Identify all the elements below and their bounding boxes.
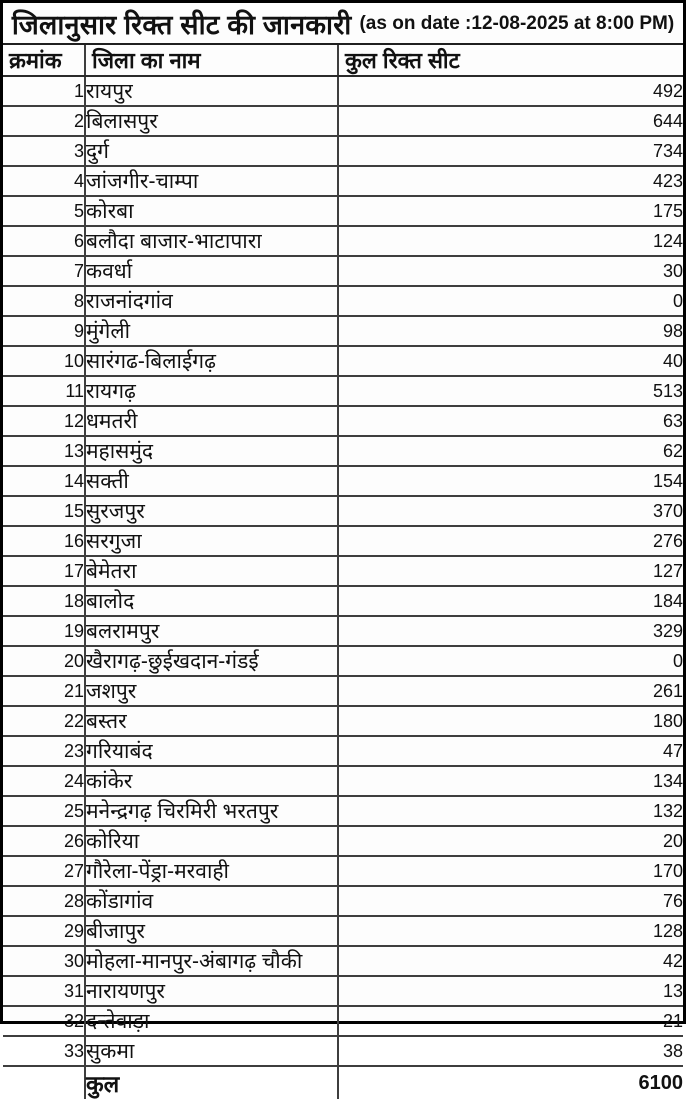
row-vacant-seats: 98 — [338, 316, 683, 346]
total-serial-empty — [3, 1066, 85, 1099]
row-serial: 9 — [3, 316, 85, 346]
table-row — [3, 256, 683, 286]
table-row — [3, 466, 683, 496]
row-serial: 22 — [3, 706, 85, 736]
row-district-name: बीजापुर — [85, 916, 338, 946]
table-row — [3, 166, 683, 196]
row-vacant-seats: 62 — [338, 436, 683, 466]
row-vacant-seats: 47 — [338, 736, 683, 766]
row-serial: 2 — [3, 106, 85, 136]
row-vacant-seats: 21 — [338, 1006, 683, 1036]
row-district-name: रायपुर — [85, 76, 338, 106]
row-district-name: खैरागढ़-छुईखदान-गंडई — [85, 646, 338, 676]
row-serial: 8 — [3, 286, 85, 316]
table-row — [3, 796, 683, 826]
header-row — [3, 45, 683, 76]
row-vacant-seats: 276 — [338, 526, 683, 556]
row-serial: 27 — [3, 856, 85, 886]
header-total-vacant-seats: कुल रिक्त सीट — [338, 45, 683, 76]
row-district-name: कवर्धा — [85, 256, 338, 286]
row-serial: 12 — [3, 406, 85, 436]
row-vacant-seats: 124 — [338, 226, 683, 256]
row-serial: 28 — [3, 886, 85, 916]
page-title — [3, 3, 683, 45]
row-vacant-seats: 38 — [338, 1036, 683, 1066]
row-serial: 29 — [3, 916, 85, 946]
row-serial: 1 — [3, 76, 85, 106]
row-vacant-seats: 423 — [338, 166, 683, 196]
table-row — [3, 586, 683, 616]
table-row — [3, 736, 683, 766]
table-row — [3, 856, 683, 886]
table-row — [3, 1036, 683, 1066]
row-vacant-seats: 40 — [338, 346, 683, 376]
row-vacant-seats: 128 — [338, 916, 683, 946]
table-row — [3, 346, 683, 376]
table-row — [3, 136, 683, 166]
table-row — [3, 1006, 683, 1036]
row-vacant-seats: 180 — [338, 706, 683, 736]
header-district-name: जिला का नाम — [85, 45, 338, 76]
row-serial: 16 — [3, 526, 85, 556]
row-vacant-seats: 329 — [338, 616, 683, 646]
row-district-name: रायगढ़ — [85, 376, 338, 406]
row-serial: 18 — [3, 586, 85, 616]
table-row — [3, 976, 683, 1006]
row-vacant-seats: 644 — [338, 106, 683, 136]
row-district-name: बलरामपुर — [85, 616, 338, 646]
row-vacant-seats: 734 — [338, 136, 683, 166]
row-serial: 23 — [3, 736, 85, 766]
table-row — [3, 406, 683, 436]
row-district-name: मुंगेली — [85, 316, 338, 346]
row-district-name: बिलासपुर — [85, 106, 338, 136]
row-serial: 15 — [3, 496, 85, 526]
table-row — [3, 916, 683, 946]
title-hindi: जिलानुसार रिक्त सीट की जानकारी — [11, 9, 352, 40]
row-district-name: जांजगीर-चाम्पा — [85, 166, 338, 196]
row-district-name: महासमुंद — [85, 436, 338, 466]
row-serial: 4 — [3, 166, 85, 196]
row-vacant-seats: 175 — [338, 196, 683, 226]
row-vacant-seats: 170 — [338, 856, 683, 886]
row-vacant-seats: 127 — [338, 556, 683, 586]
header-serial: क्रमांक — [3, 45, 85, 76]
row-district-name: बेमेतरा — [85, 556, 338, 586]
row-vacant-seats: 20 — [338, 826, 683, 856]
row-serial: 20 — [3, 646, 85, 676]
row-vacant-seats: 63 — [338, 406, 683, 436]
row-serial: 24 — [3, 766, 85, 796]
row-district-name: बलौदा बाजार-भाटापारा — [85, 226, 338, 256]
row-district-name: सुकमा — [85, 1036, 338, 1066]
table-row — [3, 616, 683, 646]
row-district-name: धमतरी — [85, 406, 338, 436]
total-label: कुल — [85, 1066, 338, 1099]
row-district-name: कोंडागांव — [85, 886, 338, 916]
row-district-name: राजनांदगांव — [85, 286, 338, 316]
table-row — [3, 826, 683, 856]
title-date-note: (as on date :12-08-2025 at 8:00 PM) — [359, 13, 675, 34]
table-row — [3, 106, 683, 136]
row-district-name: जशपुर — [85, 676, 338, 706]
row-vacant-seats: 261 — [338, 676, 683, 706]
row-district-name: सारंगढ-बिलाईगढ़ — [85, 346, 338, 376]
table-row — [3, 286, 683, 316]
row-vacant-seats: 0 — [338, 286, 683, 316]
row-vacant-seats: 134 — [338, 766, 683, 796]
row-vacant-seats: 0 — [338, 646, 683, 676]
table-row — [3, 886, 683, 916]
row-serial: 17 — [3, 556, 85, 586]
row-district-name: गौरेला-पेंड्रा-मरवाही — [85, 856, 338, 886]
row-district-name: बस्तर — [85, 706, 338, 736]
row-serial: 11 — [3, 376, 85, 406]
row-vacant-seats: 76 — [338, 886, 683, 916]
row-vacant-seats: 513 — [338, 376, 683, 406]
total-seats-value: 6100 — [338, 1066, 683, 1099]
table-row — [3, 526, 683, 556]
row-vacant-seats: 132 — [338, 796, 683, 826]
row-serial: 26 — [3, 826, 85, 856]
table-row — [3, 316, 683, 346]
row-serial: 7 — [3, 256, 85, 286]
row-serial: 21 — [3, 676, 85, 706]
row-vacant-seats: 13 — [338, 976, 683, 1006]
row-serial: 19 — [3, 616, 85, 646]
table-row — [3, 196, 683, 226]
table-row — [3, 226, 683, 256]
row-serial: 14 — [3, 466, 85, 496]
row-vacant-seats: 492 — [338, 76, 683, 106]
table-row — [3, 556, 683, 586]
row-serial: 31 — [3, 976, 85, 1006]
table-body — [3, 76, 683, 1066]
row-serial: 33 — [3, 1036, 85, 1066]
row-serial: 10 — [3, 346, 85, 376]
total-row — [3, 1066, 683, 1099]
table-row — [3, 496, 683, 526]
row-vacant-seats: 42 — [338, 946, 683, 976]
table-row — [3, 946, 683, 976]
row-district-name: दुर्ग — [85, 136, 338, 166]
table-row — [3, 436, 683, 466]
row-serial: 3 — [3, 136, 85, 166]
row-serial: 32 — [3, 1006, 85, 1036]
row-district-name: नारायणपुर — [85, 976, 338, 1006]
row-district-name: मनेन्द्रगढ़ चिरमिरी भरतपुर — [85, 796, 338, 826]
table-row — [3, 646, 683, 676]
row-district-name: कोरिया — [85, 826, 338, 856]
row-serial: 6 — [3, 226, 85, 256]
row-district-name: कोरबा — [85, 196, 338, 226]
row-district-name: गरियाबंद — [85, 736, 338, 766]
row-vacant-seats: 154 — [338, 466, 683, 496]
row-serial: 25 — [3, 796, 85, 826]
row-vacant-seats: 30 — [338, 256, 683, 286]
row-district-name: बालोद — [85, 586, 338, 616]
table-row — [3, 766, 683, 796]
row-district-name: सुरजपुर — [85, 496, 338, 526]
row-district-name: सरगुजा — [85, 526, 338, 556]
row-vacant-seats: 370 — [338, 496, 683, 526]
row-district-name: दन्तेवाड़ा — [85, 1006, 338, 1036]
table-row — [3, 706, 683, 736]
row-district-name: मोहला-मानपुर-अंबागढ़ चौकी — [85, 946, 338, 976]
row-serial: 30 — [3, 946, 85, 976]
table-row — [3, 76, 683, 106]
district-vacancy-table — [3, 45, 683, 1099]
table-row — [3, 676, 683, 706]
row-vacant-seats: 184 — [338, 586, 683, 616]
row-district-name: सक्ती — [85, 466, 338, 496]
table-row — [3, 376, 683, 406]
row-serial: 13 — [3, 436, 85, 466]
row-district-name: कांकेर — [85, 766, 338, 796]
row-serial: 5 — [3, 196, 85, 226]
